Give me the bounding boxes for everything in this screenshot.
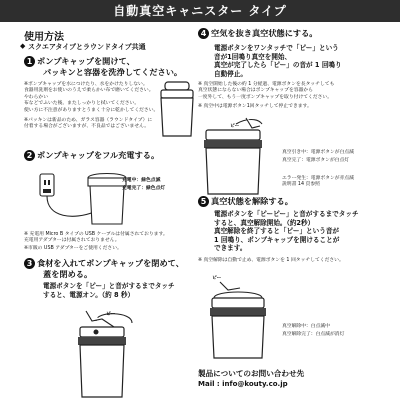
step4-status-done: 真空完了：電源ボタンが白点灯 (282, 158, 350, 163)
step5-beep-label: ピー (212, 276, 222, 281)
bullet-icon: ◆ (20, 42, 26, 50)
step1-heading-text: ポンプキャップを開けて、 (37, 56, 135, 66)
step4-status-vacuuming: 真空引き中：電源ボタンが白点滅 (282, 150, 354, 155)
step3-number: 3 (24, 258, 35, 269)
step4-error: エラー発生：電源ボタンが赤点滅 説明書 14 頁参照 (282, 176, 354, 188)
step4-heading-text: 空気を抜き真空状態にする。 (211, 28, 318, 38)
page-title: 自動真空キャニスター タイプ (113, 4, 287, 18)
step1-note2: ※パッキンは新品のため、ガラス容器（ラウンドタイプ）に 付着する場合がございますが、不良品ではございません。 (24, 118, 153, 130)
step3-body: 電源ボタンを「ピー」と音がするまでタッチ すると、電源オン。（約 8 秒） (43, 282, 175, 299)
step4-body: 電源ボタンをワンタッチで「ピー」という 音が1回鳴り真空を開始、 真空が完了したら「ピー」の音が 1 回鳴り 自動停止。 (214, 44, 342, 78)
step2-charged-status: 充電完了：緑色点灯 (122, 186, 166, 191)
step4-beep-label: ピー (230, 124, 240, 129)
step1-heading (24, 56, 135, 67)
step3-heading-text: 食材を入れてポンプキャップを閉めて、 (37, 258, 184, 268)
step2-charging-status: 充電中：緑色点滅 (122, 178, 161, 183)
contact-mail[interactable]: Mail : info@kouty.co.jp (198, 380, 288, 388)
step5-status-releasing: 真空解除中：白点滅中 (282, 324, 330, 329)
usage-subheading: スクエアタイプとラウンドタイプ共通 (28, 43, 146, 51)
step3-beep-label: ピー (106, 312, 116, 317)
step5-number: 5 (198, 196, 209, 207)
step2-number: 2 (24, 150, 35, 161)
contact-heading: 製品についてのお問い合わせ先 (198, 369, 305, 378)
step2-charging-illustration (34, 168, 134, 228)
step1-canister-illustration (155, 80, 200, 140)
step4-number: 4 (198, 28, 209, 39)
step5-body: 電源ボタンを「ピーピー」と音がするまでタッチ すると、真空解除開始。（約2秒） 真空解除を終了すると「ピー」という音が 1 回鳴り、ポンプキャップを開けることが できます。 (214, 210, 359, 253)
step1-note1: ※ポンプキャップを水につけたり、水をかけたりしない。 食器用洗剤をお使いのうえで柔らかい布で磨いてください。 やわらかい 布などでふいた後、またしっかりと拭いてください。 使い方に不注意がありますとうまく十分に乾かしてください。 (24, 82, 159, 113)
step2-heading (24, 150, 159, 161)
step4-note: ※ 真空開始した後の約 1 分経過、電源ボタンを長タッチしても 真空状態にならない場合はポンプキャップを容器から 一度外して、もう一度ポンプキャップを取り付けてください。 (198, 82, 335, 100)
step3-heading (24, 258, 184, 269)
step2-note2: ※市販の USB アダプターをご使用ください。 (24, 246, 122, 251)
step4-note2: ※ 真空中は電源ボタン1回タッチして停止できます。 (198, 104, 312, 109)
step2-note1: ※ 充電用 Micro B タイプの USB ケーブルは付属されております。 充電用アダプターは付属されておりません。 (24, 232, 168, 244)
step1-heading-line2: パッキンと容器を洗浄してください。 (43, 67, 183, 77)
step2-heading-text: ポンプキャップをフル充電する。 (37, 150, 160, 160)
step5-note: ※ 真空解除は自動で止め、電源ボタンを 1 回タッチしてください。 (198, 258, 344, 263)
step5-canister-illustration (200, 270, 276, 360)
step3-heading-line2: 蓋を閉める。 (43, 269, 93, 279)
step5-heading-text: 真空状態を解除する。 (211, 196, 293, 206)
step5-status-released: 真空解除完了：白点滅が消灯 (282, 332, 345, 337)
step4-heading (198, 28, 317, 39)
step5-heading (198, 196, 293, 207)
step1-number: 1 (24, 56, 35, 67)
usage-heading: 使用方法 (24, 32, 64, 43)
step3-hand-illustration (62, 305, 142, 400)
